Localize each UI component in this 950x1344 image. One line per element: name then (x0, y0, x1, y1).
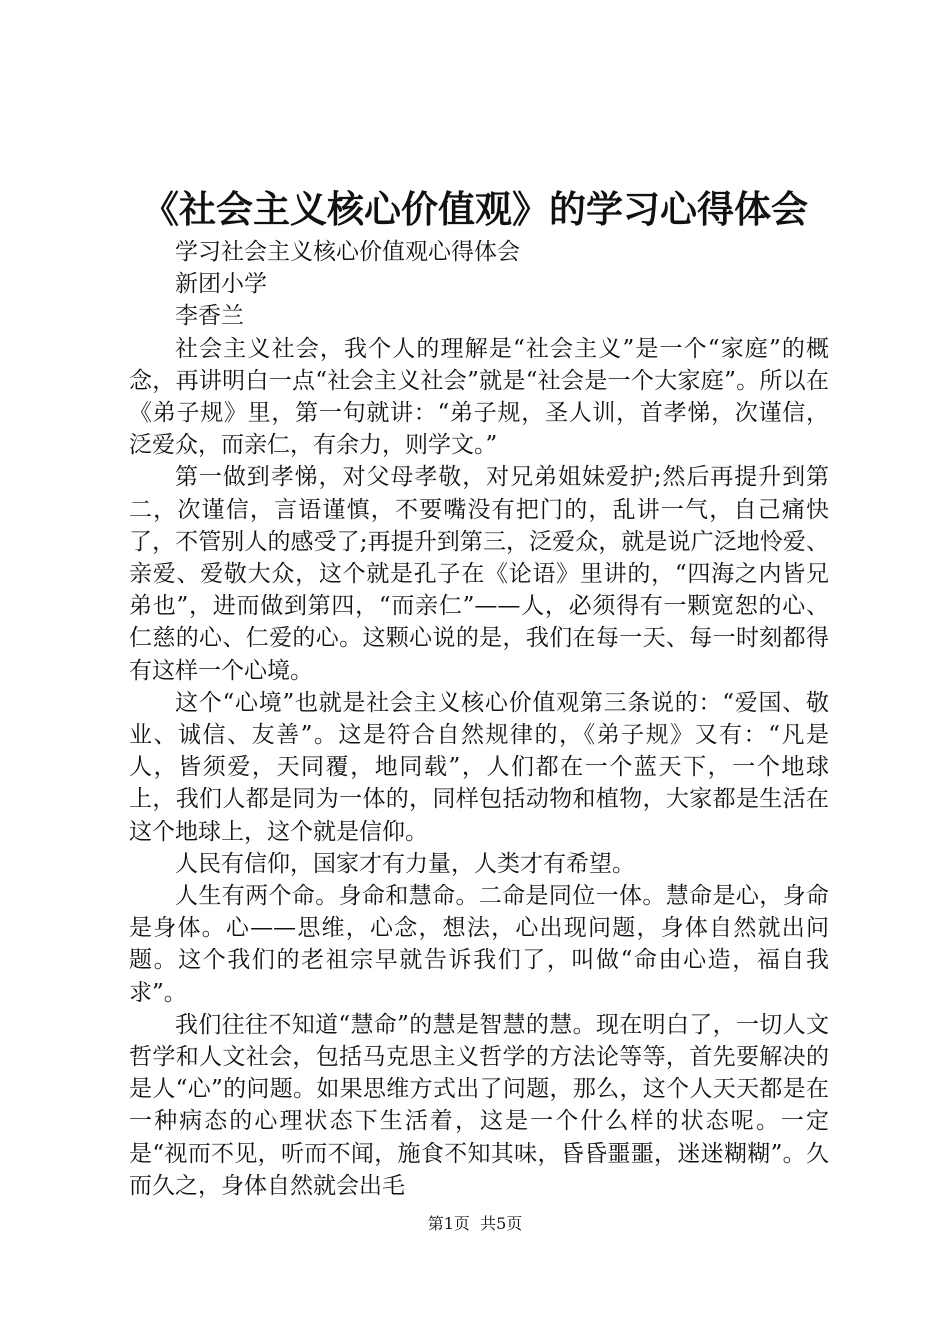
body-paragraph: 社会主义社会，我个人的理解是“社会主义”是一个“家庭”的概念，再讲明白一点“社会主义社会”就是“社会是一个大家庭”。所以在《弟子规》里，第一句就讲：“弟子规，圣人训，首孝悌，次谨信，泛爱众，而亲仁，有余力，则学文。” (129, 335, 829, 459)
body-paragraph: 人生有两个命。身命和慧命。二命是同位一体。慧命是心，身命是身体。心——思维，心念，想法，心出现问题，身体自然就出问题。这个我们的老祖宗早就告诉我们了，叫做“命由心造，福自我求”。 (129, 883, 829, 1006)
document-title: 《社会主义核心价值观》的学习心得体会 (142, 188, 808, 231)
body-paragraph: 这个“心境”也就是社会主义核心价值观第三条说的：“爱国、敬业、诚信、友善”。这是符合自然规律的，《弟子规》又有：“凡是人，皆须爱，天同覆，地同载”，人们都在一个蓝天下，一个地球上，我们人都是同为一体的，同样包括动物和植物，大家都是生活在这个地球上，这个就是信仰。 (129, 689, 829, 845)
body-paragraph: 第一做到孝悌，对父母孝敬，对兄弟姐妹爱护;然后再提升到第二，次谨信，言语谨慎，不要嘴没有把门的，乱讲一气，自己痛快了，不管别人的感受了;再提升到第三，泛爱众，就是说广泛地怜爱、亲爱、爱敬大众，这个就是孔子在《论语》里讲的，“四海之内皆兄弟也”，进而做到第四，“而亲仁”——人，必须得有一颗宽恕的心、仁慈的心、仁爱的心。这颗心说的是，我们在每一天、每一时刻都得有这样一个心境。 (129, 464, 829, 684)
subtitle-paragraph: 学习社会主义核心价值观心得体会 (175, 239, 520, 265)
school-paragraph: 新团小学 (175, 271, 267, 298)
page-footer: 第1页 共5页 (427, 1214, 523, 1233)
body-paragraph: 人民有信仰，国家才有力量，人类才有希望。 (175, 850, 635, 877)
document-body (129, 236, 829, 1202)
author-paragraph: 李香兰 (175, 303, 244, 330)
body-paragraph: 我们往往不知道“慧命”的慧是智慧的慧。现在明白了，一切人文哲学和人文社会，包括马克思主义哲学的方法论等等，首先要解决的是人“心”的问题。如果思维方式出了问题，那么，这个人天天都是在一种病态的心理状态下生活着，这是一个什么样的状态呢。一定是“视而不见，听而不闻，施食不知其味，昏昏噩噩，迷迷糊糊”。久而久之，身体自然就会出毛 (129, 1011, 829, 1199)
